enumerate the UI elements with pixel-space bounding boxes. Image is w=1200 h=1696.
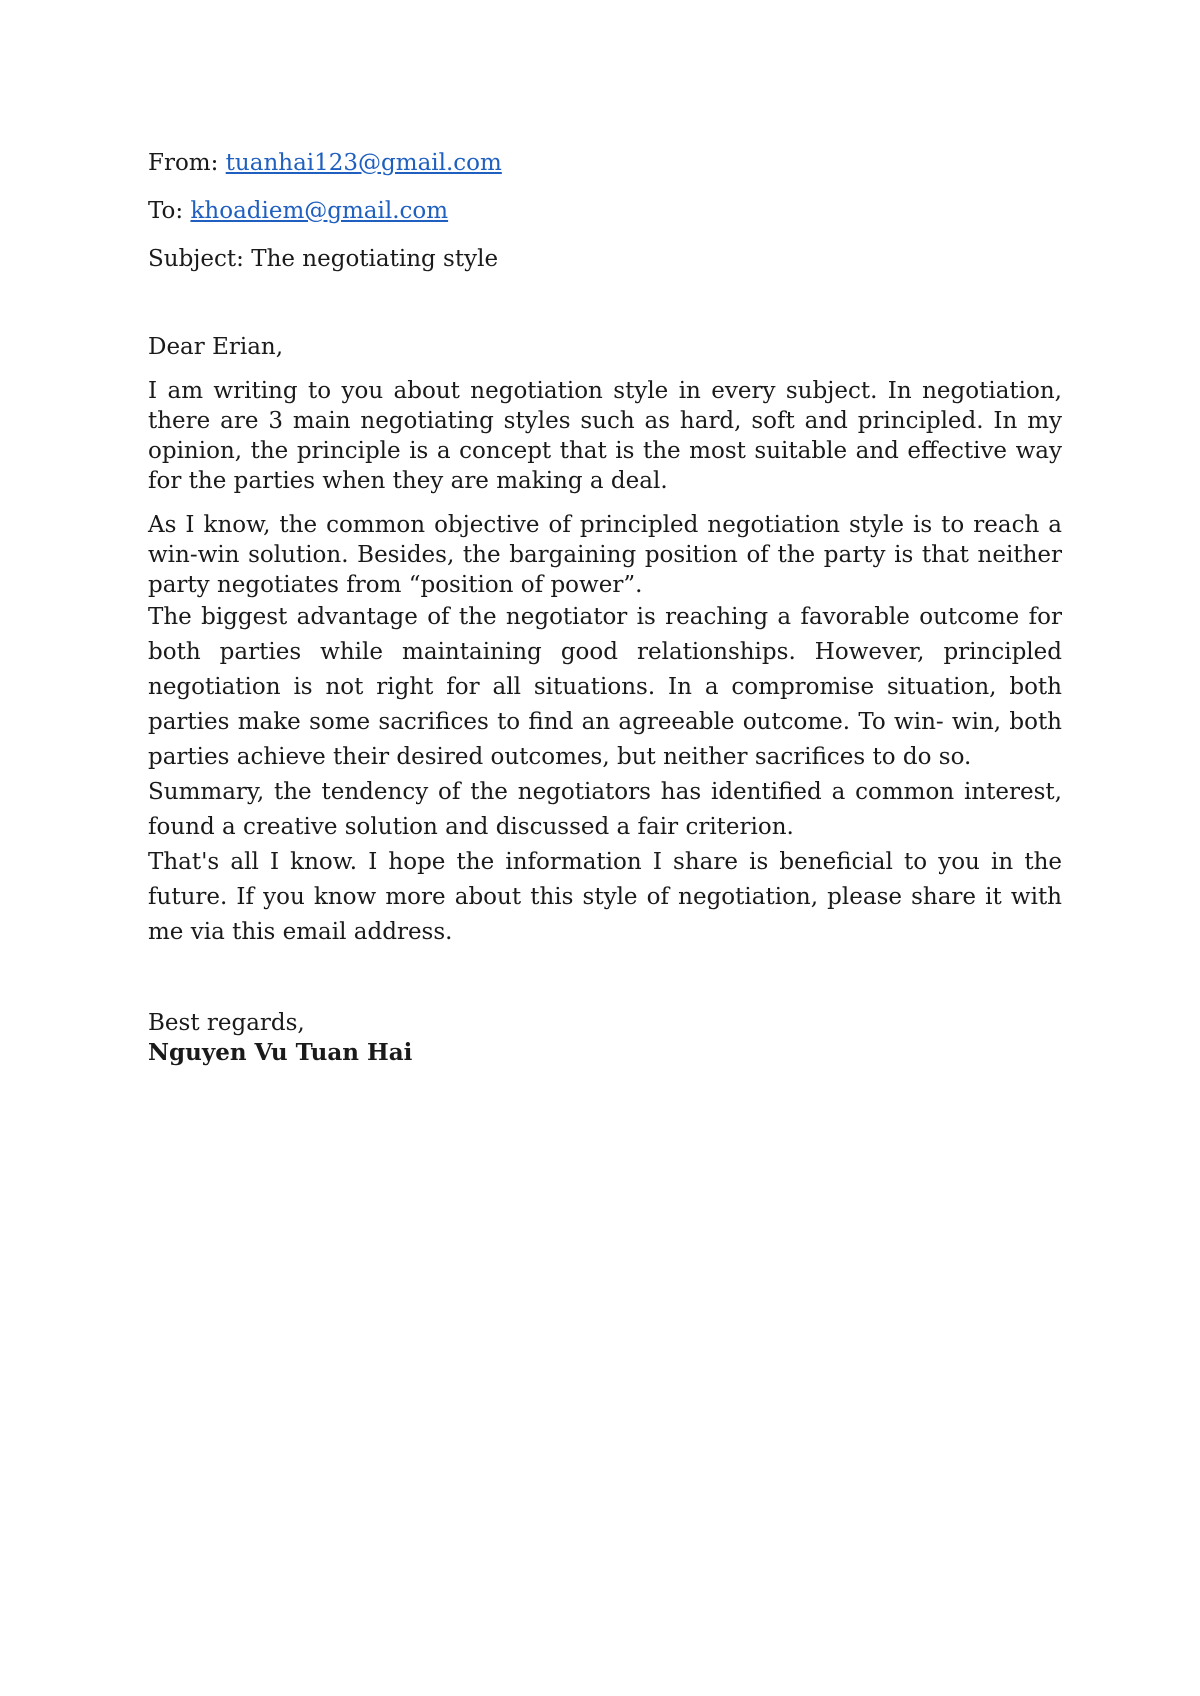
body-paragraph-3: The biggest advantage of the negotiator is reaching a favorable outcome for both parties while maintaining good relationships. However, principled negotiation is not right for all situations. In a compromise situation, both parties make some sacrifices to find an agreeable outcome. To win- win, both parties achieve their desired outcomes, but neither sacrifices to do so. (148, 604, 1062, 770)
to-email-link[interactable]: khoadiem@gmail.com (190, 198, 449, 224)
from-label: From: (148, 150, 226, 176)
salutation: Dear Erian, (148, 334, 284, 360)
body-paragraph-2: As I know, the common objective of principled negotiation style is to reach a win-win solution. Besides, the bargaining position of the party is that neither party negotiates from “position of power”. (148, 512, 1062, 598)
body-paragraph-5: That's all I know. I hope the information I share is beneficial to you in the future. If you know more about this style of negotiation, please share it with me via this email address. (148, 849, 1062, 945)
to-line (148, 196, 1062, 226)
from-email-link[interactable]: tuanhai123@gmail.com (225, 150, 502, 176)
subject-label: Subject: (148, 246, 252, 272)
signature: Nguyen Vu Tuan Hai (148, 1039, 413, 1066)
body-paragraph-4: Summary, the tendency of the negotiators has identified a common interest, found a creative solution and discussed a fair criterion. (148, 779, 1062, 840)
from-line (148, 148, 1062, 178)
body-paragraph-1: I am writing to you about negotiation style in every subject. In negotiation, there are 3 main negotiating styles such as hard, soft and principled. In my opinion, the principle is a concept that is the most suitable and effective way for the parties when they are making a deal. (148, 378, 1062, 494)
subject-text: The negotiating style (251, 246, 499, 272)
subject-line (148, 244, 1062, 274)
closing: Best regards, (148, 1010, 305, 1036)
to-label: To: (148, 198, 191, 224)
letter-content (148, 148, 1062, 1068)
